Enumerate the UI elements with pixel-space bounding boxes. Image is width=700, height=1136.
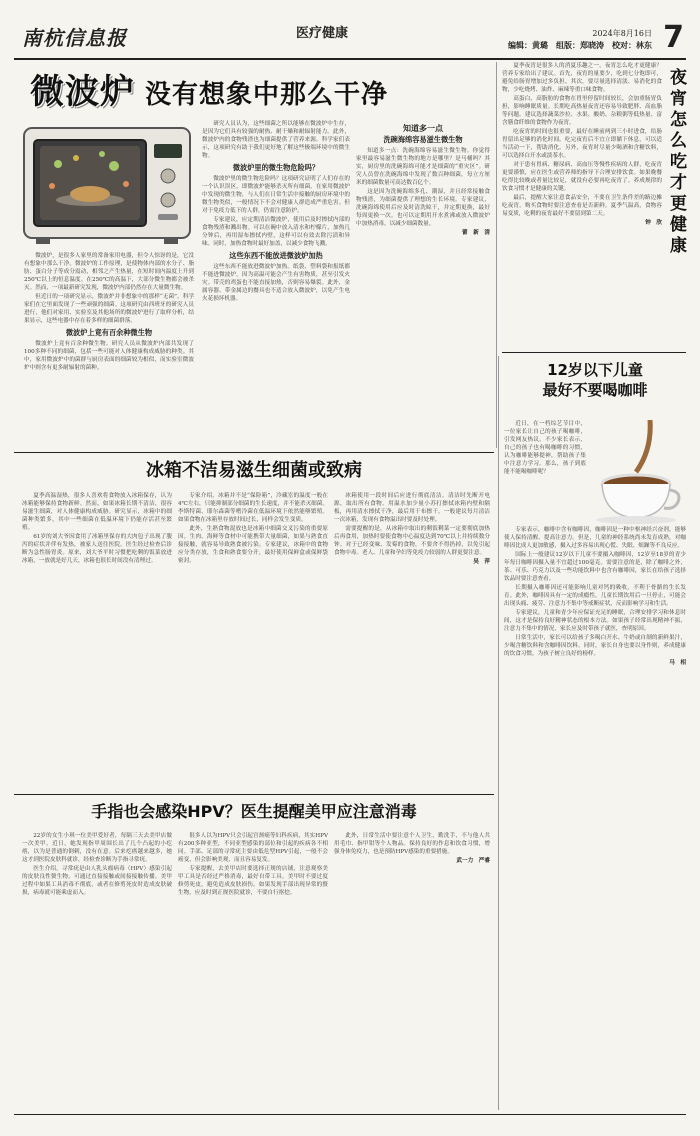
hpv-column-2 bbox=[178, 832, 328, 1108]
microwave-column-3 bbox=[356, 120, 490, 448]
section-title: 医疗健康 bbox=[296, 26, 349, 41]
fridge-paragraph: 需要提醒的是，从冰箱中取出的剩饭剩菜一定要彻底加热后再食用，加热时要使食物中心温度达到70℃以上并持续数分钟。对于已经变味、发霉的食物，不要舍不得扔掉，以免引起食物中毒。老人、儿童和孕妇等免疫力较弱的人群更要注意。 bbox=[334, 526, 490, 556]
coffee-paragraph: 专家表示，咖啡中含有咖啡因，咖啡因是一种中枢神经兴奋剂，能够使人保持清醒、提高注意力。但是，儿童的神经系统尚未发育成熟，对咖啡因比成人更加敏感，摄入过多容易出现心慌、失眠、烦躁等不良反应。 bbox=[504, 527, 686, 549]
hpv-headline: 手指也会感染HPV？医生提醒美甲应注意消毒 bbox=[91, 802, 417, 821]
column-divider bbox=[496, 62, 497, 448]
hpv-byline: 武一力 严睿 bbox=[456, 858, 490, 864]
microwave-headline-main: 微波炉 bbox=[30, 72, 135, 112]
microwave-byline: 蕾 新 清 bbox=[462, 230, 490, 236]
fridge-headline: 冰箱不洁易滋生细菌或致病 bbox=[146, 460, 362, 481]
night-snack-title-char: 康 bbox=[670, 236, 687, 256]
microwave-paragraph: 微波炉，是很多人家里的常备家用电器，但令人惊讶的是，它没有想象中那么干净。微波炉的工作原理，是使物体内部的水分子、脂肪、蛋白分子等成分震动，相邻之产生热量，在短时间内温度上升到250℃以上的恒息温度。在250℃的高温下，大部分微生物都会被杀灭。然而，一项最新研究发现，微波炉内部仍然存在大量微生物。 bbox=[24, 253, 194, 291]
page-header bbox=[0, 0, 700, 66]
night-snack-paragraph: 高蛋白、高脂肪的食物在胃里停留时间较长，会加重肠胃负担，影响睡眠质量。长期吃高热量夜宵还容易导致肥胖、高血脂等问题。建议选择蔬菜沙拉、水果、酸奶、杂粮粥等低热量、富含膳食纤维的食物作为夜宵。 bbox=[502, 96, 662, 126]
microwave-subhead-1: 微波炉上竟有百余种微生物 bbox=[65, 328, 153, 337]
microwave-paragraph: 知道多一点：洗碗海绵容易滋生微生物。你觉得家里最容易滋生微生物的地方是哪里？是马桶吗？其实，厨房里的洗碗海绵可能才是细菌的“重灾区”。研究人员曾在洗碗海绵中发现了数百种细菌，每立方厘米的细菌数量可高达数百亿个。 bbox=[356, 148, 490, 186]
column-divider bbox=[498, 356, 499, 1110]
night-snack-paragraph: 对于患有胃病、糖尿病、高血压等慢性疾病的人群，吃夜宵更要谨慎，应在医生或营养师的指导下合理安排饮食。如果晚餐吃得比较晚或者量比较足，就没有必要再吃夜宵了。养成规律的饮食习惯才是健康的关键。 bbox=[502, 162, 662, 192]
night-snack-paragraph: 吃夜宵的时间也很重要，最好在睡前两到三小时进食，给肠胃留出足够的消化时间。吃完夜宵后不宜立即躺下休息，可以适当活动一下，帮助消化。另外，夜宵时尽量少喝酒和含糖饮料，可以选择白开水或淡茶水。 bbox=[502, 129, 662, 159]
hpv-column-3 bbox=[334, 832, 490, 1108]
night-snack-title-char: 么 bbox=[670, 131, 687, 151]
microwave-paragraph: 专家建议，应定期清洁微波炉，使用后及时擦拭内部的食物残渣和溅出物。可以在碗中放入清水和柠檬片，加热几分钟后，再用湿布擦拭内壁，这样可以有效去除污渍和异味。同时，加热食物时最好加盖，以减少食物飞溅。 bbox=[202, 217, 350, 247]
coffee-cup-illustration bbox=[590, 420, 682, 524]
hpv-paragraph: 22岁的女生小琪一位美甲爱好者，每隔三天去美甲店做一次美甲。近日，她发现指甲周围长出了几个凸起的小疙瘩，以为是普通的倒刺，没有在意。后来疙瘩越来越多，她这才到医院皮肤科就诊，经检查诊断为手指寻常疣。 bbox=[22, 833, 172, 863]
newspaper-brand: 南杭信息报 bbox=[22, 26, 127, 50]
microwave-subhead-3: 这些东西不能放进微波炉加热 bbox=[229, 251, 323, 260]
fridge-paragraph: 专家介绍，冰箱并不是“保险箱”，冷藏室的温度一般在4℃左右，只能抑制部分细菌的生长速度，并不能杀灭细菌。李斯特菌、耶尔森菌等嗜冷菌在低温环境下依然能够繁殖。如果食物在冰箱里存放时间过长，同样会发生变质。 bbox=[178, 493, 328, 523]
fridge-column-2 bbox=[178, 492, 328, 788]
fridge-paragraph: 冰箱使用一段时间后应进行彻底清洁。清洁时先断开电源，取出所有食物，用温水加少量小苏打擦拭冰箱内壁和隔板，再用清水擦拭干净，最后用干布擦干。一般建议每月清洁一次冰箱，发现有食物溢出时要及时处理。 bbox=[334, 493, 490, 523]
night-snack-title-char: 夜 bbox=[670, 68, 687, 88]
night-snack-body bbox=[502, 62, 662, 348]
coffee-byline: 马 相 bbox=[669, 660, 686, 666]
microwave-paragraph: 这些东西不能放进微波炉加热。纸袋、塑料袋和报纸都不能进微波炉，因为高温可能会产生有害物质，甚至引发火灾。带壳的鸡蛋也不能直接加热，否则容易爆裂。此外，金属容器、带金属边的餐具也不适合放入微波炉，以免产生电火花损坏机器。 bbox=[202, 264, 350, 302]
header-divider bbox=[14, 58, 686, 60]
hpv-paragraph: 此外，日常生活中要注意个人卫生，勤洗手，不与他人共用毛巾、指甲钳等个人物品。保持良好的作息和饮食习惯，增强身体免疫力，也是预防HPV感染的重要措施。 bbox=[334, 833, 490, 855]
night-snack-title-char: 更 bbox=[670, 194, 687, 214]
night-snack-byline: 钟 欣 bbox=[645, 220, 662, 226]
microwave-column-2 bbox=[202, 120, 350, 448]
microwave-paragraph: 微波炉上竟有百余种微生物。研究人员从微波炉内部共发现了100多种不同的细菌，包括一些可能对人体健康构成威胁的种类。其中，家用微波炉中的菌群与厨房表面的细菌较为相似，而实验室微波炉中则含有更多耐辐射的菌种。 bbox=[24, 341, 194, 371]
microwave-headline bbox=[30, 64, 388, 113]
editor-credits: 编辑：黄璐 组版：郑晓涛 校对：林东 bbox=[508, 40, 652, 50]
microwave-headline-sub: 没有想象中那么干净 bbox=[145, 80, 389, 110]
page-number: 7 bbox=[663, 20, 684, 55]
night-snack-title-char: 宵 bbox=[670, 89, 687, 109]
microwave-subhead-2: 微波炉里的微生物危险吗？ bbox=[232, 163, 320, 172]
fridge-paragraph: 61岁的刘大爷因食用了冰箱里保存的大肉包子出现了腹泻的症状并伴有发热，被家人送往医院。医生经过检查后诊断为急性肠胃炎。原来，刘大爷平时习惯把吃剩的饭菜放进冰箱，一放就是好几天，冰箱也很长时间没有清理过。 bbox=[22, 534, 172, 564]
fridge-paragraph: 夏季高温湿热，很多人喜欢将食物放入冰箱保存，认为冰箱能够保持食物新鲜。然而，如果冰箱长期不清洁，很容易滋生细菌，对人体健康构成威胁。研究显示，冰箱中的细菌种类繁多，其中一些细菌在低温环境下仍能存活甚至繁殖。 bbox=[22, 493, 172, 531]
night-snack-title-char: 怎 bbox=[670, 110, 687, 130]
coffee-paragraph: 日常生活中，家长可以给孩子多喝白开水、牛奶或自制的新鲜果汁，少喝含糖饮料和含咖啡因饮料。同时，家长自身也要以身作则，养成健康的饮食习惯，为孩子树立良好的榜样。 bbox=[504, 635, 686, 657]
night-snack-title-char: 才 bbox=[670, 173, 687, 193]
microwave-paragraph: 这是因为洗碗海绵多孔、潮湿，并且经常接触食物残渣，为细菌提供了理想的生长环境。专家建议，洗碗海绵使用后应及时清洗晾干，并定期更换，最好每周更换一次。也可以定期用开水煮沸或放入微波炉中加热消毒，以减少细菌数量。 bbox=[356, 189, 490, 227]
coffee-column-2 bbox=[504, 526, 686, 1110]
hpv-paragraph: 专家提醒，去美甲店时要选择正规的店铺，注意观察美甲工具是否经过严格消毒，最好自带工具。美甲时不要过度修剪死皮，避免造成皮肤损伤。如果发现手部出现异常的赘生物，应及时到正规医院就诊，不要自行抠挖。 bbox=[178, 866, 328, 896]
coffee-headline bbox=[504, 360, 686, 400]
fridge-divider bbox=[14, 452, 494, 453]
coffee-paragraph: 长期摄入咖啡因还可能影响儿童对钙的吸收，不利于骨骼的生长发育。此外，咖啡因具有一定的成瘾性，儿童长期饮用后一旦停止，可能会出现头痛、疲劳、注意力不集中等戒断症状，反而影响学习和生活。 bbox=[504, 585, 686, 607]
microwave-paragraph: 但近日的一项研究显示，微波炉并非想象中的那样“无菌”。科学家们在它里面发现了一些顽强的细菌。这项研究由西班牙的研究人员进行，他们对家用、实验室及其他场所的微波炉进行了取样分析，结果显示，这些电器中存在着多样的细菌群落。 bbox=[24, 294, 194, 324]
issue-date: 2024年8月16日 bbox=[592, 29, 652, 38]
coffee-headline-line-2: 最好不要喝咖啡 bbox=[542, 381, 648, 399]
coffee-paragraph: 近日，在一档综艺节目中，一位家长让自己的孩子喝咖啡，引发网友热议。不少家长表示，自己的孩子也有喝咖啡的习惯，认为咖啡能够提神，帮助孩子集中注意力学习。那么，孩子到底能不能喝咖啡呢？ bbox=[504, 421, 586, 475]
night-snack-title-char: 健 bbox=[670, 215, 687, 235]
footer-divider bbox=[14, 1114, 686, 1115]
microwave-subhead-4: 洗碗海绵容易滋生微生物 bbox=[383, 135, 463, 144]
night-snack-paragraph: 最后，提醒大家注意食品安全，不要在卫生条件差的路边摊吃夜宵，购买食物时要注意查看是否新鲜。夏季气温高，食物容易变质，吃剩的夜宵最好不要留到第二天。 bbox=[502, 195, 662, 217]
hpv-divider bbox=[14, 794, 494, 795]
fridge-byline: 吴 萍 bbox=[473, 559, 490, 565]
hpv-paragraph: 医生介绍，寻常疣是由人乳头瘤病毒（HPV）感染引起的皮肤良性赘生物，可通过直接接触或间接接触传播。美甲过程中如果工具消毒不彻底，或者在修剪死皮时造成皮肤破损，病毒就可能乘虚而入。 bbox=[22, 866, 172, 896]
coffee-headline-line-1: 12岁以下儿童 bbox=[547, 361, 643, 379]
coffee-column-1 bbox=[504, 420, 586, 524]
microwave-paragraph: 研究人员认为，这些细菌之所以能够在微波炉中生存，是因为它们具有较强的耐热、耐干燥和耐辐射能力。此外，微波炉内的食物残渣也为细菌提供了营养来源。科学家们表示，这项研究有助于我们更好地了解这些极端环境中的微生物。 bbox=[202, 121, 350, 159]
knowledge-box-head: 知道多一点 bbox=[403, 123, 443, 133]
fridge-column-3 bbox=[334, 492, 490, 788]
microwave-column-1 bbox=[24, 252, 194, 448]
coffee-divider bbox=[502, 352, 686, 353]
fridge-paragraph: 此外，生熟食物混放也是冰箱中细菌交叉污染的重要原因。生肉、海鲜等食材中可能携带大量细菌，如果与熟食直接接触，就容易导致熟食被污染。专家建议，冰箱中的食物应分类存放，生食和熟食要分开，最好使用保鲜盒或保鲜袋密封。 bbox=[178, 526, 328, 564]
hpv-column-1 bbox=[22, 832, 172, 1108]
microwave-paragraph: 微波炉里的微生物危险吗？这项研究证明了人们存在的一个认识误区，即微波炉能够杀灭所有细菌。在家用微波炉中发现的微生物，与人们在日常生活中接触的厨房环境中的微生物类似，一般情况下不会对健康人群造成严重危害。但对于免疫力低下的人群，仍需注意防护。 bbox=[202, 176, 350, 214]
night-snack-paragraph: 夏季夜宵是很多人的消夏乐趣之一，夜宵怎么吃才更健康？营养专家给出了建议。首先，夜宵的量要少，吃到七分饱即可，避免给肠胃增加过多负担。其次，要尽量选择清淡、易消化的食物，少吃烧烤、油炸、麻辣等重口味食物。 bbox=[502, 63, 662, 93]
hpv-paragraph: 很多人以为HPV只会引起宫颈癌等妇科疾病，其实HPV有200多种亚型，不同亚型感染的部位和引起的疾病各不相同。手部、足部的寻常疣主要由低危型HPV引起，一般不会癌变，但会影响美观，而且容易复发。 bbox=[178, 833, 328, 863]
coffee-paragraph: 专家建议，儿童和青少年应保证充足的睡眠，合理安排学习和休息时间，这才是保持良好精神状态的根本方法。如果孩子经常出现精神不振、注意力不集中的情况，家长应及时带孩子就医，查明原因。 bbox=[504, 610, 686, 632]
night-snack-headline bbox=[670, 68, 690, 257]
fridge-column-1 bbox=[22, 492, 172, 788]
microwave-oven-illustration bbox=[18, 114, 198, 250]
night-snack-title-char: 吃 bbox=[670, 152, 687, 172]
coffee-paragraph: 国际上一般建议12岁以下儿童不要摄入咖啡因，12岁至18岁的青少年每日咖啡因摄入量不宜超过100毫克。需要注意的是，除了咖啡之外，茶、可乐、巧克力以及一些功能饮料中也含有咖啡因，家长在给孩子选择饮品时要注意查看。 bbox=[504, 552, 686, 582]
